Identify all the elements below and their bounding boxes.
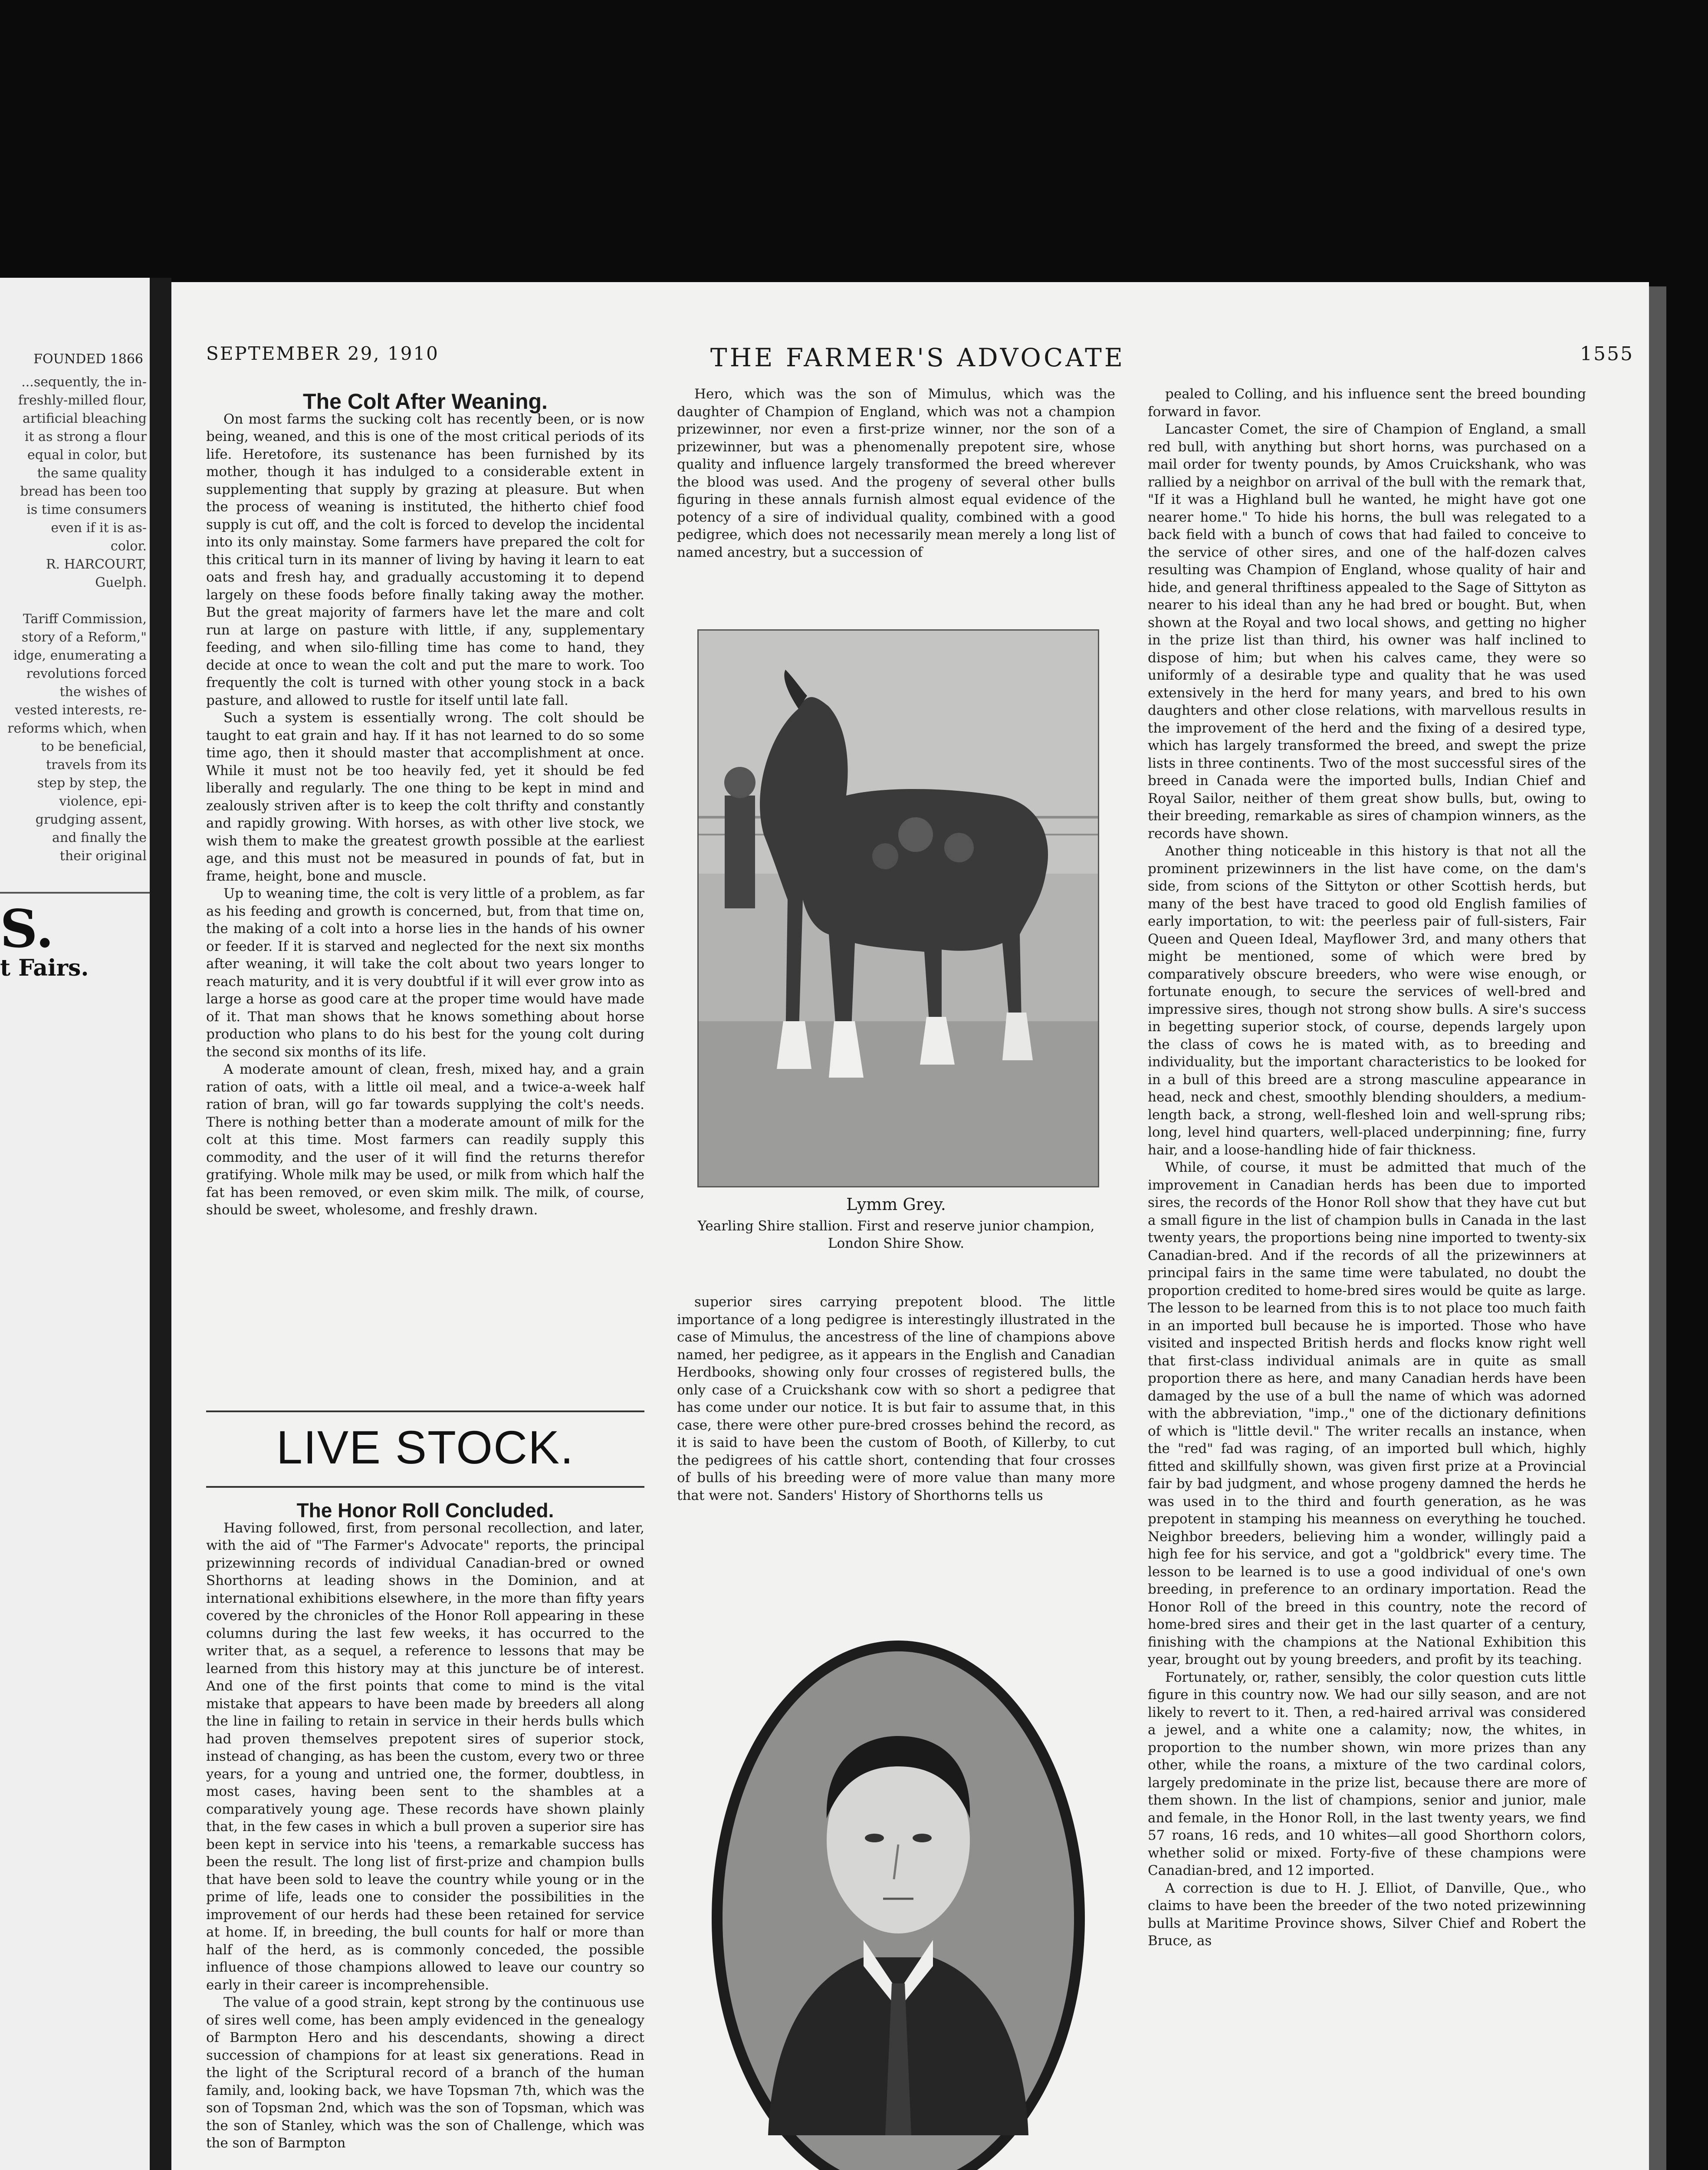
text-fragment bbox=[3, 592, 147, 610]
paragraph: Such a system is essentially wrong. The colt should be taught to eat grain and hay. If it has not learned to do so some time ago, then it should master that accomplishment at once. While it must not be too heavily fed, yet it should be fed liberally and regularly. The one thing to be kept in mind and zealously striven after is to keep the colt thrifty and constantly and rapidly growing. With horses, as with other live stock, we wish them to make the greatest growth possible at the earliest age, and this must not be measured in pounds of fat, but in frame, height, bone and muscle. bbox=[206, 710, 644, 884]
text-fragment: and finally the bbox=[52, 830, 147, 845]
text-fragment: artificial bleaching bbox=[23, 411, 147, 426]
column-3 bbox=[1148, 385, 1586, 1950]
text-fragment: idge, enumerating a bbox=[13, 648, 147, 663]
text-fragment: violence, epi- bbox=[59, 794, 147, 809]
text-fragment: the same quality bbox=[37, 466, 147, 481]
article-body bbox=[677, 1293, 1115, 1504]
article-heading: The Colt After Weaning. bbox=[303, 389, 548, 414]
paragraph: While, of course, it must be admitted that much of the improvement in Canadian herds has been due to imported sires, the records of the Honor Roll show that they have cut but a small figure in the list of champion bulls in Canada in the last twenty years, the proportions being nine imported to twenty-six Canadian-bred. And if the records of all the prizewinners at principal fairs in the same time were tabulated, no doubt the proportion credited to home-bred sires would be quite as large. The lesson to be learned from this is to not place too much faith in an imported bull because he is imported. Those who have visited and inspected British herds and flocks know right well that first-class individual animals are in quite as small proportion there as here, and many Canadian herds have been damaged by the use of a bull the name of which was adorned with the abbreviation, "imp.," one of the dictionary definitions of which is "little devil." The writer recalls an instance, when the "red" fad was raging, of an imported bull which, highly fitted and skillfully shown, was given first prize at a Provincial fair by bad judgment, and whose progeny damned the herds he was used in to the third and fourth generation, as he was prepotent in stamping his meanness on everything he touched. Neighbor breeders, believing him a wonder, willingly paid a high fee for his service, and got a "goldbrick" every time. The lesson to be learned is to use a good individual of one's own breeding, in preference to an ordinary importation. Read the Honor Roll of the breed in this country, note the record of home-bred sires and their get in the last quarter of a century, finishing with the champions at the National Exhibition this year, brought out by young breeders, and profit by its teaching. bbox=[1148, 1160, 1586, 1667]
newspaper-page bbox=[171, 282, 1649, 2170]
text-fragment: Tariff Commission, bbox=[23, 612, 147, 627]
text-fragment: grudging assent, bbox=[35, 812, 147, 827]
text-fragment: color. bbox=[110, 539, 147, 554]
previous-page-banner: S. bbox=[0, 898, 54, 960]
previous-page-strip bbox=[0, 278, 150, 2170]
paragraph: pealed to Colling, and his influence sent the breed bounding forward in favor. bbox=[1148, 386, 1586, 420]
paragraph: Another thing noticeable in this history is that not all the prominent prizewinners in the list have come, on the dam's side, from scions of the Sittyton or other Scottish herds, but many of the best have traced to good old English families of early importation, to wit: the peerless pair of full-sisters, Fair Queen and Queen Ideal, Mayflower 3rd, and many others that might be mentioned, some of which were bred by comparatively obscure breeders, who were wise enough, or fortunate enough, to secure the services of well-bred and impressive sires, though not strong show bulls. A sire's success in begetting superior stock, of course, depends largely upon the class of cows he is mated with, as to breeding and individuality, but the important characteristics to be looked for in a bull of this breed are a strong masculine appearance in head, neck and chest, smoothly blending shoulders, a medium-length back, a strong, well-fleshed loin and well-sprung ribs; long, level hind quarters, well-placed underpinning; fine, furry hair, and a loose-handling hide of fair thickness. bbox=[1148, 843, 1586, 1158]
page-number: 1555 bbox=[1580, 343, 1634, 365]
text-fragment: freshly-milled flour, bbox=[18, 393, 147, 408]
section-title: LIVE STOCK. bbox=[276, 1421, 575, 1473]
divider bbox=[0, 892, 150, 894]
horse-caption bbox=[677, 1196, 1115, 1252]
portrait-illustration bbox=[707, 1636, 1089, 2170]
text-fragment: equal in color, but bbox=[27, 447, 147, 463]
page-title: THE FARMER'S ADVOCATE bbox=[710, 343, 1126, 372]
paragraph: Lancaster Comet, the sire of Champion of England, a small red bull, with anything but short horns, was purchased on a mail order for twenty pounds, by Amos Cruickshank, who was rallied by a neighbor on arrival of the bull with the remark that, "If it was a Highland bull he wanted, he might have got one nearer home." To hide his horns, the bull was relegated to a back field with a bunch of cows that had failed to conceive to the service of other sires, and one of the half-dozen calves resulting was Champion of England, whose quality of hair and hide, and general thriftiness appealed to the Sage of Sittyton as nearer to his ideal than any he had bred or bought. But, when shown at the Royal and two local shows, and getting no higher in the prize list than third, his owner was half inclined to dispose of him; but when his calves came, they were so uniformly of a desirable type and quality that he was used extensively in the herd for many years, and bred to his own daughters and other close relations, with marvellous results in the improvement of the herd and the fixing of a desired type, which has largely transformed the breed, and swept the prize lists in three continents. Two of the most successful sires of the breed in Canada were the imported bulls, Indian Chief and Royal Sailor, neither of them great show bulls, but, owing to their breeding, remarkable as sires of champion winners, as the records have shown. bbox=[1148, 421, 1586, 842]
caption-title: Lymm Grey. bbox=[846, 1195, 946, 1214]
article-body bbox=[206, 411, 644, 1219]
paragraph: Having followed, first, from personal recollection, and later, with the aid of "The Farmer's Advocate" reports, the principal prizewinning records of individual Canadian-bred or owned Shorthorns at leading shows in the Dominion, and at international exhibitions elsewhere, in the more than fifty years covered by the chronicles of the Honor Roll appearing in these columns during the last few weeks, it has occurred to the writer that, as a sequel, a reference to lessons that may be learned from this history may at this juncture be of interest. And one of the first points that come to mind is the vital mistake that appears to have been made by breeders all along the line in failing to retain in service in their herds bulls which had proven themselves prepotent sires of superior stock, instead of changing, as has been the custom, every two or three years, for a young and untried one, the former, doubtless, in most cases, having been sent to the shambles at a comparatively young age. These records have shown plainly that, in the few cases in which a bull proven a superior sire has been kept in service into his 'teens, a remarkable success has been the result. The long list of first-prize and champion bulls that have been sold to leave the country while young or in the prime of life, leads one to consider the possibilities in the improvement of our herds had these been retained for service at home. If, in breeding, the bull counts for half or more than half of the herd, as is commonly conceded, the possible influence of those champions allowed to leave our country so early in their career is incomprehensible. bbox=[206, 1520, 644, 1993]
book-spine bbox=[150, 278, 171, 2170]
article-heading: The Honor Roll Concluded. bbox=[296, 1499, 554, 1522]
text-fragment: it as strong a flour bbox=[24, 429, 147, 444]
horse-photograph bbox=[697, 629, 1099, 1187]
paragraph: A moderate amount of clean, fresh, mixed hay, and a grain ration of oats, with a little oil meal, and a twice-a-week half ration of bran, will go far towards supplying the colt's needs. There is nothing better than a moderate amount of milk for the colt at this time. Most farmers can readily supply this commodity, and the user of it will find the returns therefor gratifying. Whole milk may be used, or milk from which half the fat has been removed, or even skim milk. The milk, of course, should be sweet, wholesome, and freshly drawn. bbox=[206, 1062, 644, 1218]
article-body bbox=[206, 1519, 644, 2152]
text-fragment: ...sequently, the in- bbox=[21, 375, 147, 390]
article-body bbox=[677, 385, 1115, 561]
page-edge bbox=[1649, 286, 1666, 2170]
column-1 bbox=[206, 389, 644, 1219]
text-fragment: even if it is as- bbox=[51, 520, 147, 536]
text-fragment: R. HARCOURT, bbox=[46, 557, 147, 572]
text-fragment: bread has been too bbox=[20, 484, 147, 499]
text-fragment: their original bbox=[59, 848, 147, 864]
text-fragment: the wishes of bbox=[59, 684, 147, 700]
text-fragment: step by step, the bbox=[37, 776, 147, 791]
caption-text: Yearling Shire stallion. First and reserve junior champion, London Shire Show. bbox=[697, 1218, 1095, 1251]
column-2-middle bbox=[677, 1293, 1115, 1504]
section-banner bbox=[206, 1410, 644, 1488]
column-1-lower bbox=[206, 1499, 644, 2152]
previous-page-text bbox=[3, 373, 147, 865]
horse-illustration bbox=[699, 631, 1098, 1186]
text-fragment: reforms which, when bbox=[7, 721, 147, 736]
text-fragment: to be beneficial, bbox=[41, 739, 147, 754]
text-fragment: vested interests, re- bbox=[15, 703, 147, 718]
column-2 bbox=[677, 385, 1115, 561]
portrait-photograph bbox=[707, 1636, 1089, 2170]
paragraph: Hero, which was the son of Mimulus, which was the daughter of Champion of England, which was not a champion prizewinner, nor even a first-prize winner, nor the son of a prizewinner, but was a phenomenally prepotent sire, whose quality and influence largely transformed the breed wherever the blood was used. And the progeny of several other bulls figuring in these annals furnish almost equal evidence of the potency of a sire of individual quality, combined with a good pedigree, which does not necessarily mean merely a long list of named ancestry, but a succession of bbox=[677, 386, 1115, 560]
paragraph: On most farms the sucking colt has recently been, or is now being, weaned, and this is one of the most critical periods of its life. Heretofore, its sustenance has been furnished by its mother, though it has indulged to a considerable extent in supplementing that supply by grazing at pleasure. But when the process of weaning is instituted, the hitherto chief food supply is cut off, and the colt is forced to develop the incidental into its only mainstay. Some farmers have prepared the colt for this critical turn in its manner of living by having it learn to eat oats and fresh hay, and gradually accustoming it to depend largely on these foods before finally taking away the mother. But the great majority of farmers have let the mare and colt run at large on pasture with little, if any, supplementary feeding, and when silo-filling time has come to hand, they decide at once to wean the colt and put the mare to work. Too frequently the colt is turned with other young stock in a back pasture, and allowed to rustle for itself until late fall. bbox=[206, 411, 644, 708]
previous-page-subheading: t Fairs. bbox=[0, 955, 89, 981]
text-fragment: is time consumers bbox=[26, 502, 147, 517]
text-fragment: revolutions forced bbox=[26, 666, 147, 681]
text-fragment: story of a Reform," bbox=[21, 630, 147, 645]
article-body bbox=[1148, 385, 1586, 1950]
paragraph: Up to weaning time, the colt is very little of a problem, as far as his feeding and growth is concerned, but, from that time on, the making of a colt into a horse lies in the hands of his owner or feeder. If it is starved and neglected for the next six months after weaning, it will take the colt about two years longer to reach maturity, and it is very doubtful if it will ever grow into as large a horse as good care at the proper time would have made of it. That man shows that he knows something about horse production who plans to do his best for the young colt during the second six months of its life. bbox=[206, 886, 644, 1060]
paragraph: A correction is due to H. J. Elliot, of Danville, Que., who claims to have been the breeder of the two noted prizewinning bulls at Maritime Province shows, Silver Chief and Robert the Bruce, as bbox=[1148, 1880, 1586, 1949]
paragraph: Fortunately, or, rather, sensibly, the color question cuts little figure in this country now. We had our silly season, and are not likely to revert to it. Then, a red-haired arrival was considered a jewel, and a white one a calamity; now, the whites, in proportion to the number shown, win more prizes than any other, while the roans, a mixture of the two cardinal colors, largely predominate in the prize list, because there are more of them shown. In the list of champions, senior and junior, male and female, in the Honor Roll, in the last twenty years, we find 57 roans, 16 reds, and 10 whites—all good Shorthorn colors, whether solid or mixed. Forty-five of these champions were Canadian-bred, and 12 imported. bbox=[1148, 1669, 1586, 1878]
page-date: SEPTEMBER 29, 1910 bbox=[206, 343, 439, 364]
text-fragment: Guelph. bbox=[95, 575, 147, 590]
paragraph: The value of a good strain, kept strong by the continuous use of sires well come, has been amply evidenced in the genealogy of Barmpton Hero and his descendants, showing a direct succession of champions for at least six generations. Read in the light of the Scriptural record of a branch of the human family, and, looking back, we have Topsman 7th, which was the son of Topsman 2nd, which was the son of Topsman, which was the son of Stanley, which was the son of Challenge, which was the son of Barmpton bbox=[206, 1995, 644, 2151]
text-fragment: travels from its bbox=[46, 757, 147, 773]
previous-page-header: FOUNDED 1866 bbox=[33, 352, 143, 367]
paragraph: superior sires carrying prepotent blood. The little importance of a long pedigree is interestingly illustrated in the case of Mimulus, the ancestress of the line of champions above named, her pedigree, as it appears in the English and Canadian Herdbooks, showing only four crosses of registered bulls, the only case of a Cruickshank cow with so short a pedigree that has come under our notice. It is but fair to assume that, in this case, there were other pure-bred crosses behind the record, as it is said to have been the custom of Booth, of Killerby, to cut the pedigrees of his cattle short, contending that four crosses of bulls of his breeding were of more value than many more that were not. Sanders' History of Shorthorns tells us bbox=[677, 1294, 1115, 1503]
